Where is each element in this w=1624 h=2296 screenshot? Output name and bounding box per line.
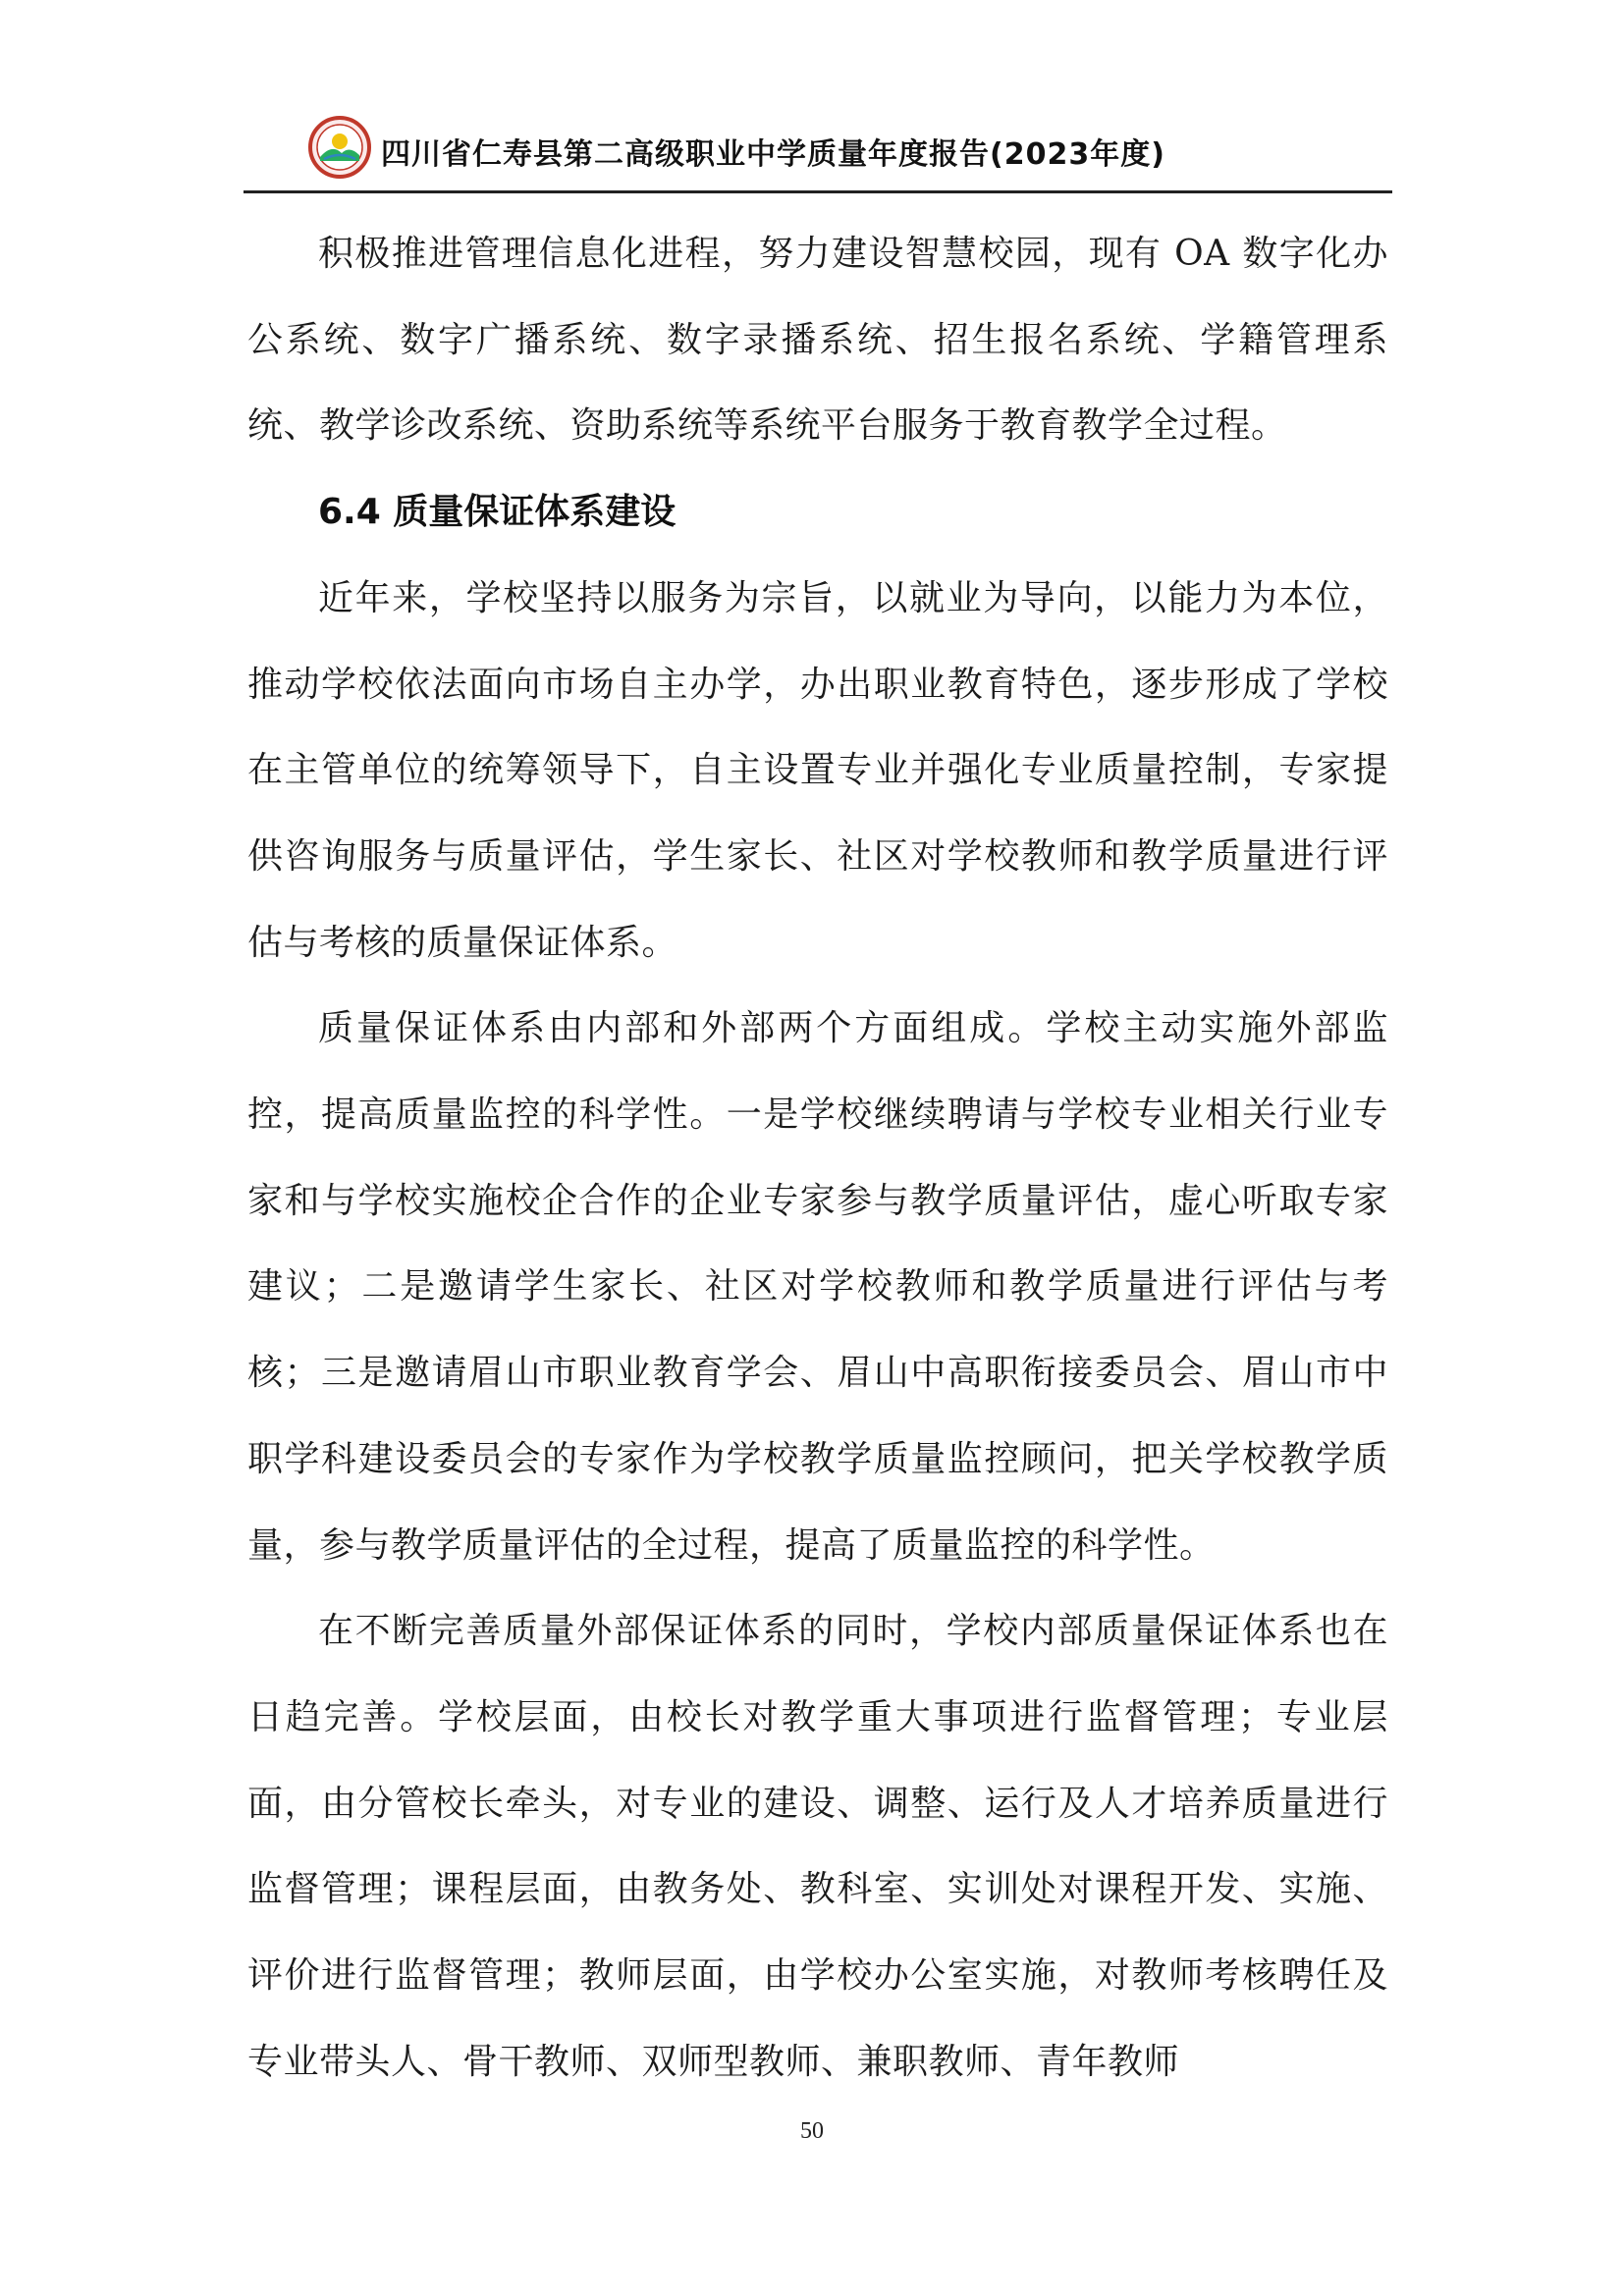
section-heading-quality-assurance: 6.4 质量保证体系建设: [318, 492, 677, 533]
paragraph-internal-assurance: 在不断完善质量外部保证体系的同时，学校内部质量保证体系也在日趋完善。学校层面，由校长对教学重大事项进行监督管理；专业层面，由分管校长牵头，对专业的建设、调整、运行及人才培养质量进行监督管理；课程层面，由教务处、教科室、实训处对课程开发、实施、评价进行监督管理；教师层面，由学校办公室实施，对教师考核聘任及专业带头人、骨干教师、双师型教师、兼职教师、青年教师: [247, 1611, 1388, 2082]
school-emblem-icon: [308, 116, 371, 179]
report-header-title: 四川省仁寿县第二高级职业中学质量年度报告(2023年度): [381, 137, 1165, 172]
document-body: [247, 211, 1388, 2105]
paragraph-smart-campus: 积极推进管理信息化进程，努力建设智慧校园，现有 OA 数字化办公系统、数字广播系统、数字录播系统、招生报名系统、学籍管理系统、教学诊改系统、资助系统等系统平台服务于教育教学全过程。: [247, 234, 1388, 447]
page-header: [244, 116, 1392, 193]
paragraph-external-monitoring: 质量保证体系由内部和外部两个方面组成。学校主动实施外部监控，提高质量监控的科学性。一是学校继续聘请与学校专业相关行业专家和与学校实施校企合作的企业专家参与教学质量评估，虚心听取专家建议；二是邀请学生家长、社区对学校教师和教学质量进行评估与考核；三是邀请眉山市职业教育学会、眉山中高职衔接委员会、眉山市中职学科建设委员会的专家作为学校教学质量监控顾问，把关学校教学质量，参与教学质量评估的全过程，提高了质量监控的科学性。: [247, 1008, 1388, 1566]
paragraph-quality-system-overview: 近年来，学校坚持以服务为宗旨，以就业为导向，以能力为本位，推动学校依法面向市场自主办学，办出职业教育特色，逐步形成了学校在主管单位的统筹领导下，自主设置专业并强化专业质量控制，专家提供咨询服务与质量评估，学生家长、社区对学校教师和教学质量进行评估与考核的质量保证体系。: [247, 577, 1388, 963]
page-number: 50: [800, 2118, 824, 2144]
